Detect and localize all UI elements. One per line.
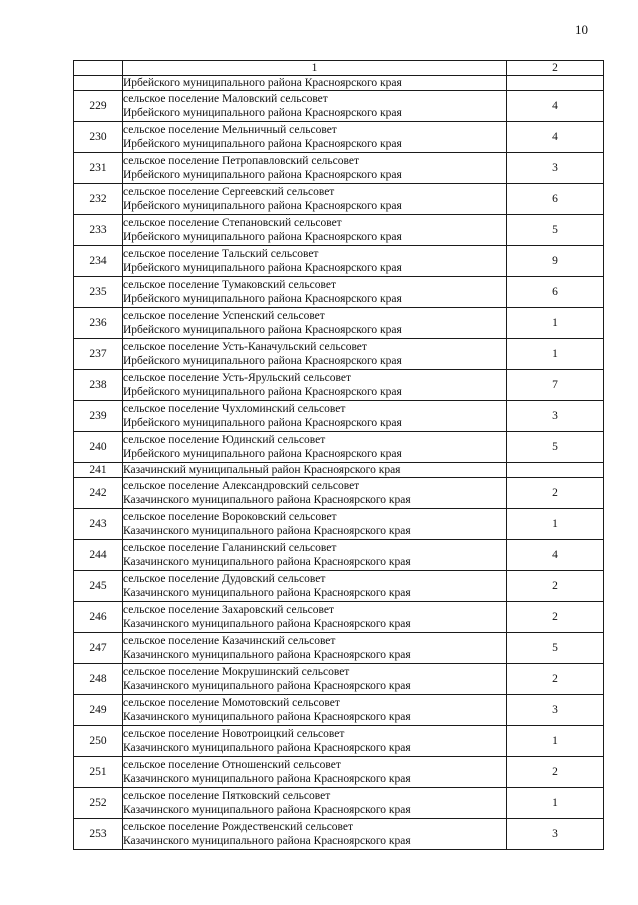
table-row	[74, 122, 604, 153]
row-name	[123, 540, 507, 571]
row-name	[123, 602, 507, 633]
row-name-line-1: сельское поселение Маловский сельсовет	[123, 93, 328, 105]
row-number: 246	[74, 602, 123, 633]
row-name-line-2: Казачинского муниципального района Красноярского края	[123, 835, 411, 847]
row-value: 1	[507, 308, 604, 339]
row-number: 236	[74, 308, 123, 339]
row-name	[123, 91, 507, 122]
row-number: 232	[74, 184, 123, 215]
row-name	[123, 463, 507, 478]
row-name-line-1: сельское поселение Момотовский сельсовет	[123, 697, 340, 709]
row-name-line-1: сельское поселение Степановский сельсовет	[123, 217, 342, 229]
table-row	[74, 432, 604, 463]
municipalities-table	[73, 60, 604, 850]
table-row	[74, 509, 604, 540]
row-name-line-1: сельское поселение Петропавловский сельсовет	[123, 155, 359, 167]
row-name	[123, 571, 507, 602]
table-body	[74, 61, 604, 850]
row-number: 235	[74, 277, 123, 308]
row-name-line-2: Казачинского муниципального района Красноярского края	[123, 711, 411, 723]
row-name	[123, 153, 507, 184]
row-name-line-2: Ирбейского муниципального района Красноярского края	[123, 448, 402, 460]
table-row	[74, 571, 604, 602]
row-number: 239	[74, 401, 123, 432]
row-value: 4	[507, 540, 604, 571]
row-name-line-1: сельское поселение Казачинский сельсовет	[123, 635, 336, 647]
row-number: 250	[74, 726, 123, 757]
row-name-line-1: сельское поселение Пятковский сельсовет	[123, 790, 331, 802]
table-row	[74, 540, 604, 571]
row-name-line-1: сельское поселение Александровский сельсовет	[123, 480, 360, 492]
table-row	[74, 184, 604, 215]
row-number: 237	[74, 339, 123, 370]
row-name	[123, 401, 507, 432]
table-row	[74, 664, 604, 695]
row-number: 247	[74, 633, 123, 664]
row-name-line-2: Казачинского муниципального района Красноярского края	[123, 618, 411, 630]
row-name-line-2: Ирбейского муниципального района Красноярского края	[123, 138, 402, 150]
row-name	[123, 509, 507, 540]
row-name	[123, 788, 507, 819]
row-name-line-2: Казачинского муниципального района Красноярского края	[123, 804, 411, 816]
row-name	[123, 819, 507, 850]
row-value: 4	[507, 122, 604, 153]
row-name-line-1: сельское поселение Галанинский сельсовет	[123, 542, 337, 554]
table-row	[74, 277, 604, 308]
row-name	[123, 664, 507, 695]
row-value: 2	[507, 478, 604, 509]
row-name-line-2: Ирбейского муниципального района Красноярского края	[123, 107, 402, 119]
row-name	[123, 184, 507, 215]
row-value: 3	[507, 153, 604, 184]
row-name-line-2: Ирбейского муниципального района Красноярского края	[123, 293, 402, 305]
row-name-line-1: сельское поселение Захаровский сельсовет	[123, 604, 334, 616]
table-row	[74, 370, 604, 401]
row-name-line-2: Ирбейского муниципального района Красноярского края	[123, 231, 402, 243]
row-name-line-1: сельское поселение Чухломинский сельсовет	[123, 403, 346, 415]
row-name-line-2: Казачинского муниципального района Красноярского края	[123, 587, 411, 599]
row-value: 4	[507, 91, 604, 122]
table-row	[74, 633, 604, 664]
row-number: 252	[74, 788, 123, 819]
row-name-line-1: сельское поселение Юдинский сельсовет	[123, 434, 326, 446]
row-value: 2	[507, 757, 604, 788]
table-header-row	[74, 61, 604, 76]
row-name-line-1: сельское поселение Рождественский сельсовет	[123, 821, 354, 833]
table-row	[74, 215, 604, 246]
row-name-line-1: сельское поселение Мокрушинский сельсовет	[123, 666, 350, 678]
row-name-line-2: Ирбейского муниципального района Красноярского края	[123, 386, 402, 398]
row-number: 229	[74, 91, 123, 122]
row-number: 233	[74, 215, 123, 246]
row-number: 230	[74, 122, 123, 153]
row-name-line-1: сельское поселение Дудовский сельсовет	[123, 573, 326, 585]
table-row	[74, 401, 604, 432]
row-value: 5	[507, 215, 604, 246]
row-name-line-1: сельское поселение Тальский сельсовет	[123, 248, 319, 260]
row-number: 251	[74, 757, 123, 788]
row-name	[123, 246, 507, 277]
table-row	[74, 757, 604, 788]
row-number: 243	[74, 509, 123, 540]
row-name-line-2: Казачинского муниципального района Красноярского края	[123, 525, 411, 537]
row-value	[507, 463, 604, 478]
row-name-line-1: сельское поселение Мельничный сельсовет	[123, 124, 337, 136]
row-value: 1	[507, 339, 604, 370]
row-value: 1	[507, 726, 604, 757]
row-value: 1	[507, 509, 604, 540]
continuation-text: Ирбейского муниципального района Красноярского края	[123, 76, 507, 91]
row-name-line-1: сельское поселение Отношенский сельсовет	[123, 759, 341, 771]
row-value: 6	[507, 184, 604, 215]
row-number: 248	[74, 664, 123, 695]
header-cell-empty	[74, 61, 123, 76]
row-name	[123, 122, 507, 153]
row-value: 7	[507, 370, 604, 401]
row-number: 253	[74, 819, 123, 850]
page-number: 10	[575, 22, 588, 37]
row-number: 242	[74, 478, 123, 509]
row-value: 9	[507, 246, 604, 277]
row-name-line-2: Ирбейского муниципального района Красноярского края	[123, 169, 402, 181]
row-value: 3	[507, 401, 604, 432]
row-name	[123, 215, 507, 246]
table-row	[74, 819, 604, 850]
table-row	[74, 788, 604, 819]
table-row	[74, 246, 604, 277]
row-number: 240	[74, 432, 123, 463]
row-value: 2	[507, 664, 604, 695]
row-value: 1	[507, 788, 604, 819]
row-value: 5	[507, 432, 604, 463]
table-row	[74, 153, 604, 184]
row-name-line-1: сельское поселение Сергеевский сельсовет	[123, 186, 335, 198]
table-row	[74, 339, 604, 370]
continuation-row	[74, 76, 604, 91]
row-name-line-2: Казачинского муниципального района Красноярского края	[123, 556, 411, 568]
row-name-line-2: Казачинского муниципального района Красноярского края	[123, 742, 411, 754]
row-name-line-2: Ирбейского муниципального района Красноярского края	[123, 417, 402, 429]
row-value: 2	[507, 602, 604, 633]
row-value: 2	[507, 571, 604, 602]
row-value-empty	[507, 76, 604, 91]
table-row	[74, 478, 604, 509]
row-name	[123, 308, 507, 339]
row-value: 5	[507, 633, 604, 664]
row-value: 6	[507, 277, 604, 308]
row-name-line-1: сельское поселение Новотроицкий сельсовет	[123, 728, 345, 740]
row-number: 245	[74, 571, 123, 602]
row-number: 231	[74, 153, 123, 184]
row-name-line-1: сельское поселение Усть-Каначульский сельсовет	[123, 341, 367, 353]
row-name	[123, 757, 507, 788]
row-name-line-1: сельское поселение Тумаковский сельсовет	[123, 279, 337, 291]
row-name	[123, 432, 507, 463]
row-name	[123, 478, 507, 509]
row-name	[123, 277, 507, 308]
row-number: 249	[74, 695, 123, 726]
row-name	[123, 726, 507, 757]
row-name	[123, 695, 507, 726]
row-name-line-1: Казачинский муниципальный район Красноярского края	[123, 464, 401, 476]
header-cell-2: 2	[507, 61, 604, 76]
row-name-line-1: сельское поселение Усть-Ярульский сельсовет	[123, 372, 351, 384]
table-row	[74, 695, 604, 726]
row-name-line-2: Казачинского муниципального района Красноярского края	[123, 494, 411, 506]
row-name-line-2: Казачинского муниципального района Красноярского края	[123, 773, 411, 785]
table-row	[74, 308, 604, 339]
table-row	[74, 91, 604, 122]
row-name-line-2: Ирбейского муниципального района Красноярского края	[123, 324, 402, 336]
row-number: 234	[74, 246, 123, 277]
row-name-line-2: Ирбейского муниципального района Красноярского края	[123, 355, 402, 367]
table-row	[74, 726, 604, 757]
row-number: 241	[74, 463, 123, 478]
header-cell-1: 1	[123, 61, 507, 76]
row-name	[123, 339, 507, 370]
row-name-line-2: Ирбейского муниципального района Красноярского края	[123, 200, 402, 212]
row-name-line-2: Казачинского муниципального района Красноярского края	[123, 680, 411, 692]
row-number: 238	[74, 370, 123, 401]
row-number: 244	[74, 540, 123, 571]
row-name-line-1: сельское поселение Вороковский сельсовет	[123, 511, 337, 523]
table-row	[74, 602, 604, 633]
row-number-empty	[74, 76, 123, 91]
row-name-line-1: сельское поселение Успенский сельсовет	[123, 310, 325, 322]
row-name-line-2: Ирбейского муниципального района Красноярского края	[123, 262, 402, 274]
row-name	[123, 633, 507, 664]
row-name	[123, 370, 507, 401]
row-name-line-2: Казачинского муниципального района Красноярского края	[123, 649, 411, 661]
row-value: 3	[507, 819, 604, 850]
row-value: 3	[507, 695, 604, 726]
table-row	[74, 463, 604, 478]
